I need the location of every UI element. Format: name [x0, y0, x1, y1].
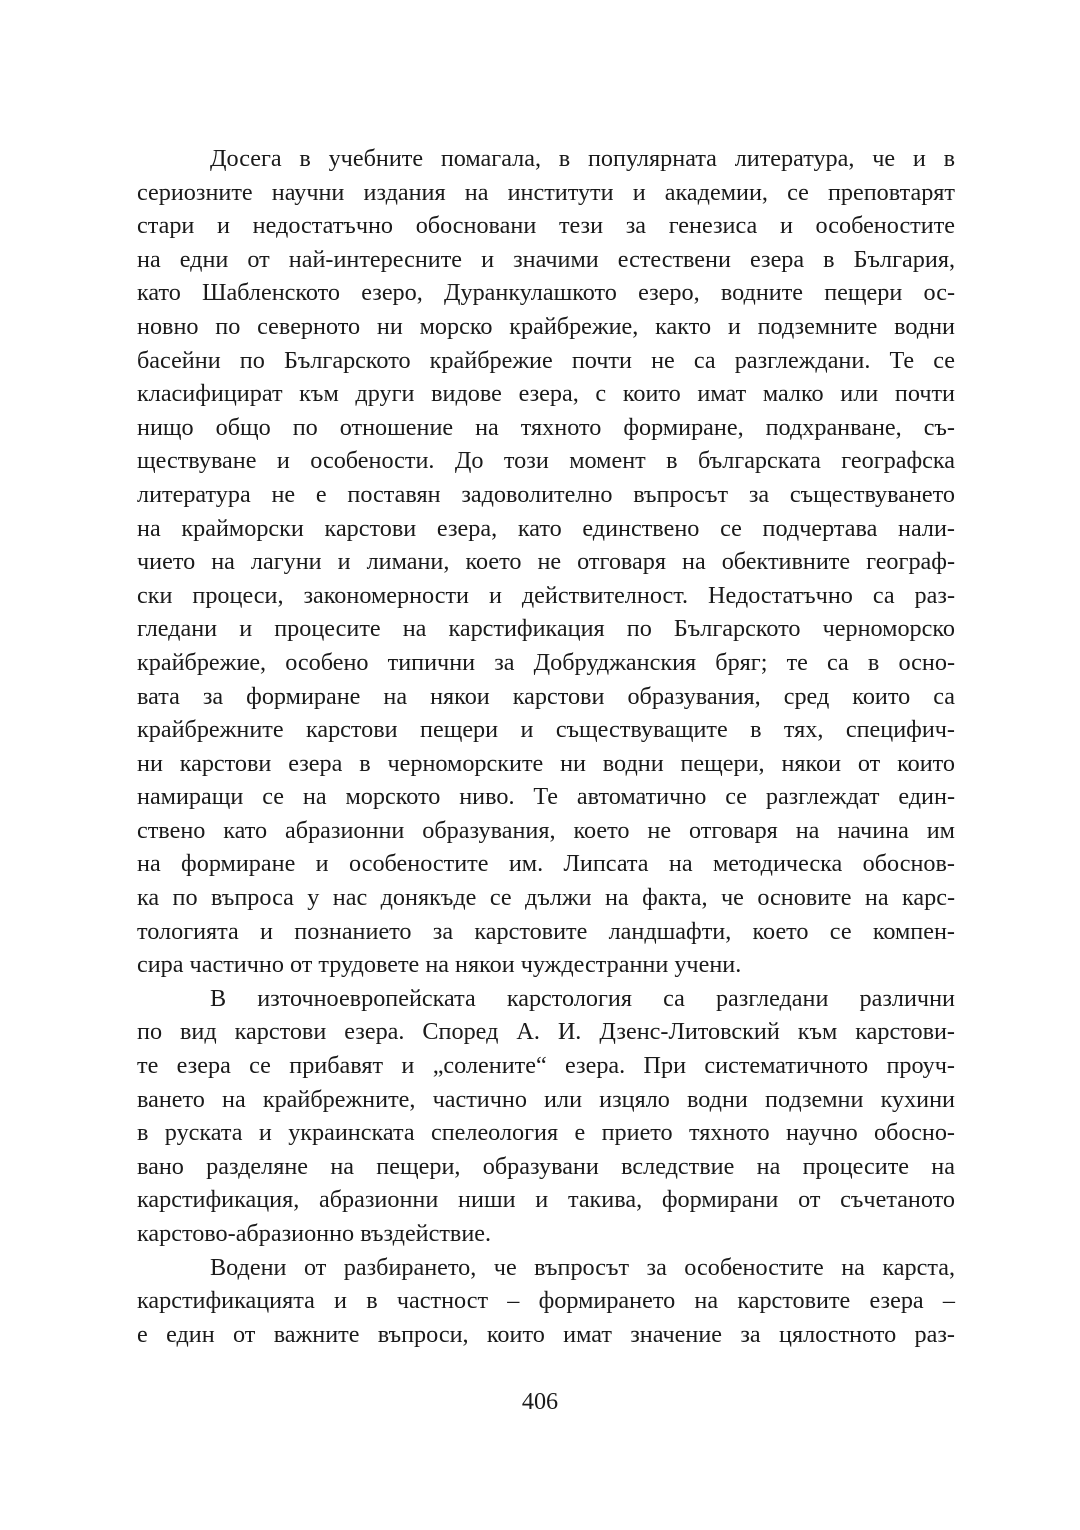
text-line: класифицират към други видове езера, с които имат малко или почти — [137, 380, 955, 408]
text-line: вано разделяне на пещери, образувани вследствие на процесите на — [137, 1152, 955, 1180]
text-line: сериозните научни издания на институти и академии, се преповтарят — [137, 178, 955, 206]
text-line: карстификация, абразионни ниши и такива, формирани от съчетаното — [137, 1186, 955, 1214]
paragraph-2 — [137, 982, 955, 1251]
text-line: чието на лагуни и лимани, което не отговаря на обективните географ- — [137, 548, 955, 576]
text-line: ществуване и особености. До този момент в българската географска — [137, 447, 955, 475]
text-line: е един от важните въпроси, които имат значение за цялостното раз- — [137, 1320, 955, 1348]
text-line: като Шабленското езеро, Дуранкулашкото езеро, водните пещери ос- — [137, 279, 955, 307]
text-line: тологията и познанието за карстовите ландшафти, което се компен- — [137, 917, 955, 945]
text-line: карстово-абразионно въздействие. — [137, 1220, 492, 1247]
text-line: гледани и процесите на карстификация по Българското черноморско — [137, 615, 955, 643]
text-line: намиращи се на морското ниво. Те автоматично се разглеждат един- — [137, 783, 955, 811]
text-line: те езера се прибавят и „солените“ езера. При систематичното проуч- — [137, 1052, 955, 1080]
text-line: ствено като абразионни образувания, което не отговаря на начина им — [137, 816, 955, 844]
text-line: крайбрежните карстови пещери и съществуващите в тях, специфич- — [137, 716, 955, 744]
text-line: на формиране и особеностите им. Липсата на методическа обоснов- — [137, 850, 955, 878]
text-line: басейни по Българското крайбрежие почти не са разглеждани. Те се — [137, 346, 955, 374]
text-line: стари и недостатъчно обосновани тези за генезиса и особеностите — [137, 212, 955, 240]
text-line: ски процеси, закономерности и действителност. Недостатъчно са раз- — [137, 581, 955, 609]
text-line: нищо общо по отношение на тяхното формиране, подхранване, съ- — [137, 413, 955, 441]
text-line: на крайморски карстови езера, като единствено се подчертава нали- — [137, 514, 955, 542]
text-line: Водени от разбирането, че въпросът за особеностите на карста, — [210, 1253, 955, 1281]
paragraph-1 — [137, 142, 955, 982]
text-line: Досега в учебните помагала, в популярната литература, че и в — [210, 145, 955, 172]
paragraph-3 — [137, 1251, 955, 1352]
text-line: новно по северното ни морско крайбрежие, както и подземните водни — [137, 312, 955, 340]
text-line: ването на крайбрежните, частично или изцяло водни подземни кухини — [137, 1085, 955, 1113]
text-line: В източноевропейската карстология са разгледани различни — [210, 984, 955, 1012]
page-body — [137, 142, 955, 1351]
text-line: по вид карстови езера. Според А. И. Дзенс-Литовский към карстови- — [137, 1018, 955, 1046]
text-line: карстификацията и в частност – формирането на карстовите езера – — [137, 1287, 955, 1315]
text-line: крайбрежие, особено типични за Добруджанския бряг; те са в осно- — [137, 648, 955, 676]
text-line: на едни от най-интересните и значими естествени езера в България, — [137, 245, 955, 273]
text-line: литература не е поставян задоволително въпросът за съществуването — [137, 480, 955, 508]
text-line: ни карстови езера в черноморските ни водни пещери, някои от които — [137, 749, 955, 777]
text-line: сира частично от трудовете на някои чуждестранни учени. — [137, 951, 742, 979]
text-line: в руската и украинската спелеология е прието тяхното научно обосно- — [137, 1119, 955, 1147]
text-line: ка по въпроса у нас донякъде се дължи на факта, че основите на карс- — [137, 884, 955, 912]
page-number: 406 — [521, 1388, 559, 1415]
text-line: вата за формиране на някои карстови образувания, сред които са — [137, 682, 955, 710]
